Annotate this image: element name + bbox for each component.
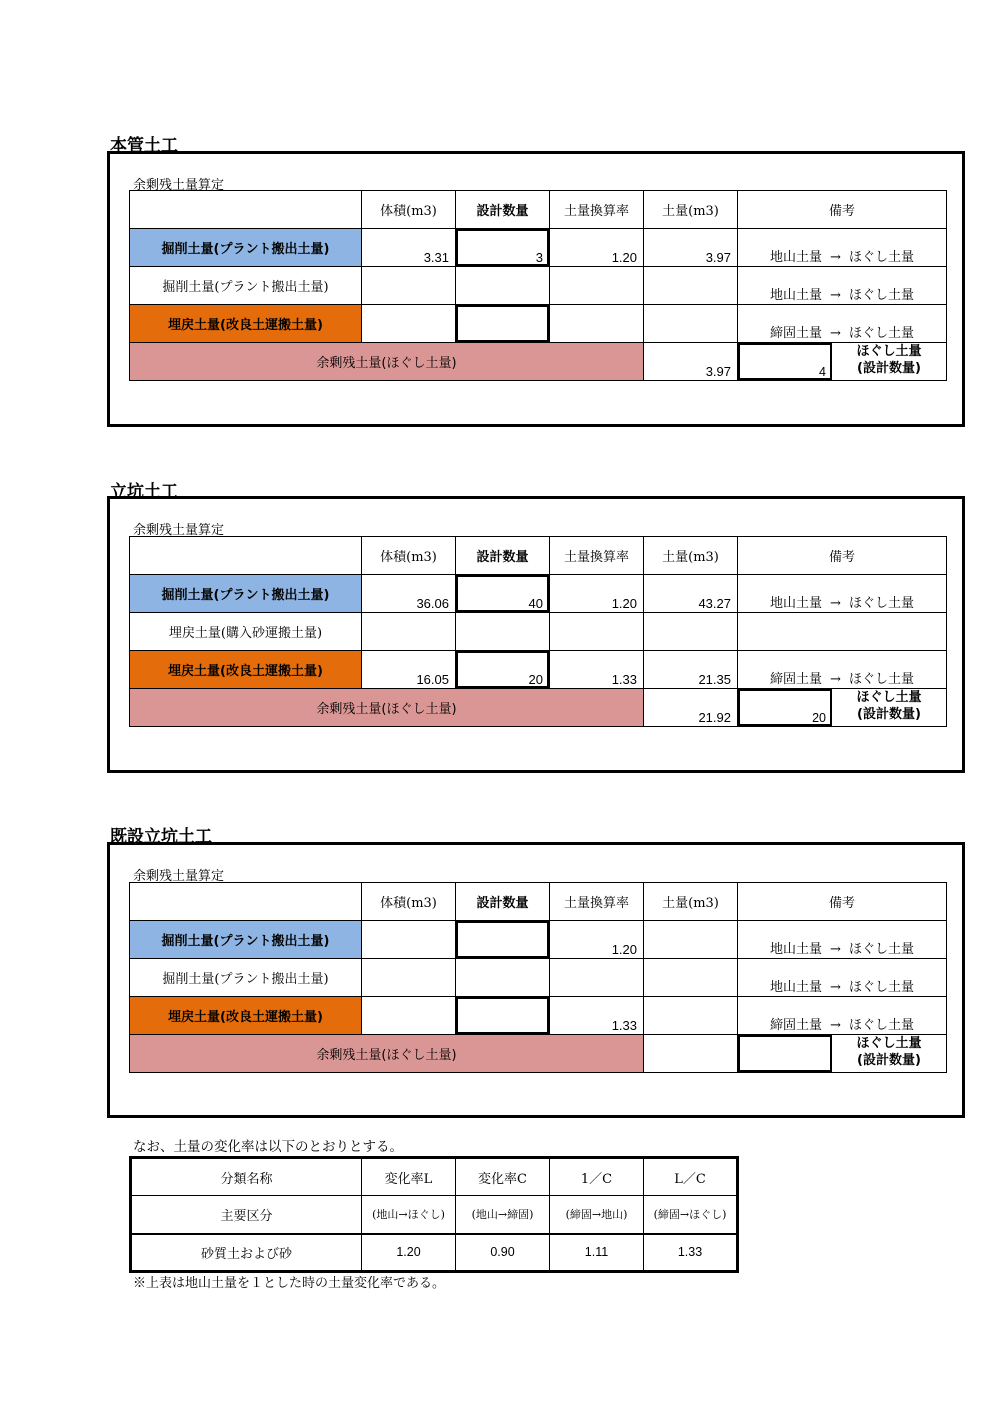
rates-header-LC: L／C bbox=[644, 1158, 738, 1196]
arrow-icon bbox=[834, 634, 850, 649]
cell-remark bbox=[738, 267, 947, 305]
cell-remark bbox=[738, 613, 947, 651]
cell-soil: 21.35 bbox=[644, 651, 738, 689]
total-design-input[interactable] bbox=[738, 1035, 832, 1072]
header-soil-volume: 土量(m3) bbox=[644, 537, 738, 575]
rates-header-class: 分類名称 bbox=[131, 1158, 362, 1196]
cell-remark bbox=[738, 959, 947, 997]
table-row bbox=[130, 959, 947, 997]
rates-sub-L: (地山→ほぐし) bbox=[362, 1196, 456, 1234]
total-row bbox=[130, 1035, 947, 1073]
cell-design bbox=[456, 959, 550, 997]
header-conversion: 土量換算率 bbox=[550, 537, 644, 575]
row-label-backfill: 埋戻土量(改良土運搬土量) bbox=[130, 651, 362, 689]
cell-rate: 1.20 bbox=[550, 229, 644, 267]
total-remark-cell bbox=[738, 1035, 947, 1073]
remark-from: 地山土量 bbox=[770, 288, 823, 303]
remark-to: ほぐし土量 bbox=[848, 1018, 914, 1033]
remark-from: 地山土量 bbox=[770, 980, 823, 995]
cell-volume: 36.06 bbox=[362, 575, 456, 613]
cell-design-input[interactable] bbox=[456, 921, 550, 959]
table-row bbox=[130, 229, 947, 267]
cell-volume bbox=[362, 959, 456, 997]
section-subtitle: 余剰残土量算定 bbox=[133, 178, 225, 193]
rates-header-1C: 1／C bbox=[550, 1158, 644, 1196]
cell-volume: 3.31 bbox=[362, 229, 456, 267]
cell-design-input[interactable]: 20 bbox=[456, 651, 550, 689]
header-design-qty: 設計数量 bbox=[456, 537, 550, 575]
header-soil-volume: 土量(m3) bbox=[644, 883, 738, 921]
header-remarks: 備考 bbox=[738, 191, 947, 229]
arrow-icon: → bbox=[830, 980, 841, 995]
total-remark bbox=[832, 689, 946, 726]
arrow-icon: → bbox=[830, 250, 841, 265]
rates-value-LC: 1.33 bbox=[644, 1234, 738, 1272]
surplus-soil-table-shaft bbox=[129, 536, 947, 727]
remark-to: ほぐし土量 bbox=[848, 980, 914, 995]
header-row bbox=[130, 883, 947, 921]
arrow-icon: → bbox=[830, 288, 841, 303]
remark-to: ほぐし土量 bbox=[848, 672, 914, 687]
header-empty bbox=[130, 191, 362, 229]
cell-design bbox=[456, 267, 550, 305]
remark-from: 締固土量 bbox=[770, 672, 823, 687]
total-remark-line1: ほぐし土量 bbox=[856, 690, 922, 705]
header-empty bbox=[130, 537, 362, 575]
remark-from: 地山土量 bbox=[770, 596, 823, 611]
cell-remark bbox=[738, 575, 947, 613]
remark-to: ほぐし土量 bbox=[848, 250, 914, 265]
remark-from: 地山土量 bbox=[770, 942, 823, 957]
total-soil: 21.92 bbox=[644, 689, 738, 727]
total-remark-line2: (設計数量) bbox=[857, 361, 921, 376]
cell-volume bbox=[362, 305, 456, 343]
cell-rate: 1.33 bbox=[550, 997, 644, 1035]
cell-soil bbox=[644, 613, 738, 651]
cell-rate bbox=[550, 267, 644, 305]
cell-soil bbox=[644, 921, 738, 959]
cell-remark bbox=[738, 651, 947, 689]
total-row bbox=[130, 689, 947, 727]
total-row bbox=[130, 343, 947, 381]
total-remark-line1: ほぐし土量 bbox=[856, 1036, 922, 1051]
remark-from: 締固土量 bbox=[770, 1018, 823, 1033]
total-label: 余剰残土量(ほぐし土量) bbox=[130, 343, 644, 381]
total-label: 余剰残土量(ほぐし土量) bbox=[130, 689, 644, 727]
row-label-excavation: 掘削土量(プラント搬出土量) bbox=[130, 267, 362, 305]
rates-header-row bbox=[131, 1158, 738, 1196]
arrow-icon: → bbox=[830, 942, 841, 957]
cell-volume bbox=[362, 613, 456, 651]
rates-value-1C: 1.11 bbox=[550, 1234, 644, 1272]
row-label-backfill-sand: 埋戻土量(購入砂運搬土量) bbox=[130, 613, 362, 651]
header-empty bbox=[130, 883, 362, 921]
rates-header-C: 変化率C bbox=[456, 1158, 550, 1196]
header-design-qty: 設計数量 bbox=[456, 883, 550, 921]
total-label: 余剰残土量(ほぐし土量) bbox=[130, 1035, 644, 1073]
cell-rate: 1.20 bbox=[550, 921, 644, 959]
rates-sub-C: (地山→締固) bbox=[456, 1196, 550, 1234]
total-remark-cell bbox=[738, 343, 947, 381]
cell-rate bbox=[550, 305, 644, 343]
row-label-excavation: 掘削土量(プラント搬出土量) bbox=[130, 575, 362, 613]
cell-remark bbox=[738, 229, 947, 267]
table-row bbox=[130, 267, 947, 305]
rates-intro-note: なお、土量の変化率は以下のとおりとする。 bbox=[133, 1139, 403, 1155]
cell-design-input[interactable]: 40 bbox=[456, 575, 550, 613]
header-volume: 体積(m3) bbox=[362, 191, 456, 229]
total-design-input[interactable]: 20 bbox=[738, 689, 832, 726]
header-row bbox=[130, 537, 947, 575]
cell-remark bbox=[738, 305, 947, 343]
cell-rate bbox=[550, 959, 644, 997]
cell-soil bbox=[644, 959, 738, 997]
soil-change-rate-table bbox=[129, 1156, 739, 1273]
section-subtitle: 余剰残土量算定 bbox=[133, 869, 225, 884]
remark-from: 地山土量 bbox=[770, 250, 823, 265]
cell-design-input[interactable]: 3 bbox=[456, 229, 550, 267]
cell-volume bbox=[362, 921, 456, 959]
arrow-icon: → bbox=[830, 596, 841, 611]
cell-volume bbox=[362, 267, 456, 305]
rates-header-L: 変化率L bbox=[362, 1158, 456, 1196]
rates-value-C: 0.90 bbox=[456, 1234, 550, 1272]
header-volume: 体積(m3) bbox=[362, 537, 456, 575]
cell-soil bbox=[644, 305, 738, 343]
table-row bbox=[130, 575, 947, 613]
surplus-soil-table-existing-shaft bbox=[129, 882, 947, 1073]
section-subtitle: 余剰残土量算定 bbox=[133, 523, 225, 538]
remark-to: ほぐし土量 bbox=[848, 942, 914, 957]
arrow-icon: → bbox=[830, 672, 841, 687]
table-row bbox=[130, 651, 947, 689]
header-design-qty: 設計数量 bbox=[456, 191, 550, 229]
cell-remark bbox=[738, 921, 947, 959]
cell-rate: 1.33 bbox=[550, 651, 644, 689]
row-label-backfill: 埋戻土量(改良土運搬土量) bbox=[130, 305, 362, 343]
total-soil bbox=[644, 1035, 738, 1073]
rates-sub-LC: (締固→ほぐし) bbox=[644, 1196, 738, 1234]
total-design-input[interactable]: 4 bbox=[738, 343, 832, 380]
cell-rate bbox=[550, 613, 644, 651]
surplus-soil-table-main-pipe bbox=[129, 190, 947, 381]
table-row bbox=[130, 997, 947, 1035]
cell-design-input[interactable] bbox=[456, 305, 550, 343]
table-row bbox=[130, 921, 947, 959]
row-label-excavation: 掘削土量(プラント搬出土量) bbox=[130, 229, 362, 267]
rates-sub-1C: (締固→地山) bbox=[550, 1196, 644, 1234]
section-title-main-pipe: 本管土工 bbox=[110, 136, 178, 156]
rates-subheader-row bbox=[131, 1196, 738, 1234]
total-remark-line2: (設計数量) bbox=[857, 1053, 921, 1068]
header-volume: 体積(m3) bbox=[362, 883, 456, 921]
row-label-excavation: 掘削土量(プラント搬出土量) bbox=[130, 959, 362, 997]
header-row bbox=[130, 191, 947, 229]
arrow-icon: → bbox=[830, 326, 841, 341]
total-soil: 3.97 bbox=[644, 343, 738, 381]
row-label-backfill: 埋戻土量(改良土運搬土量) bbox=[130, 997, 362, 1035]
cell-soil bbox=[644, 997, 738, 1035]
cell-soil: 43.27 bbox=[644, 575, 738, 613]
header-conversion: 土量換算率 bbox=[550, 191, 644, 229]
rates-value-row bbox=[131, 1234, 738, 1272]
remark-to: ほぐし土量 bbox=[848, 596, 914, 611]
table-row bbox=[130, 305, 947, 343]
remark-to: ほぐし土量 bbox=[848, 288, 914, 303]
cell-rate: 1.20 bbox=[550, 575, 644, 613]
arrow-icon: → bbox=[830, 1018, 841, 1033]
remark-from: 締固土量 bbox=[770, 326, 823, 341]
cell-soil: 3.97 bbox=[644, 229, 738, 267]
rates-footer-note: ※上表は地山土量を１とした時の土量変化率である。 bbox=[133, 1276, 446, 1291]
rates-header-main: 主要区分 bbox=[131, 1196, 362, 1234]
rates-row-label: 砂質土および砂 bbox=[131, 1234, 362, 1272]
cell-volume bbox=[362, 997, 456, 1035]
section-title-shaft: 立坑土工 bbox=[110, 482, 178, 502]
cell-remark bbox=[738, 997, 947, 1035]
header-soil-volume: 土量(m3) bbox=[644, 191, 738, 229]
table-row bbox=[130, 613, 947, 651]
header-remarks: 備考 bbox=[738, 883, 947, 921]
section-title-existing-shaft: 既設立坑土工 bbox=[110, 827, 212, 847]
cell-design bbox=[456, 613, 550, 651]
total-remark-cell bbox=[738, 689, 947, 727]
rates-value-L: 1.20 bbox=[362, 1234, 456, 1272]
row-label-excavation: 掘削土量(プラント搬出土量) bbox=[130, 921, 362, 959]
cell-volume: 16.05 bbox=[362, 651, 456, 689]
total-remark bbox=[832, 343, 946, 380]
remark-to: ほぐし土量 bbox=[848, 326, 914, 341]
total-remark-line1: ほぐし土量 bbox=[856, 344, 922, 359]
header-remarks: 備考 bbox=[738, 537, 947, 575]
cell-soil bbox=[644, 267, 738, 305]
total-remark bbox=[832, 1035, 946, 1072]
total-remark-line2: (設計数量) bbox=[857, 707, 921, 722]
cell-design-input[interactable] bbox=[456, 997, 550, 1035]
header-conversion: 土量換算率 bbox=[550, 883, 644, 921]
